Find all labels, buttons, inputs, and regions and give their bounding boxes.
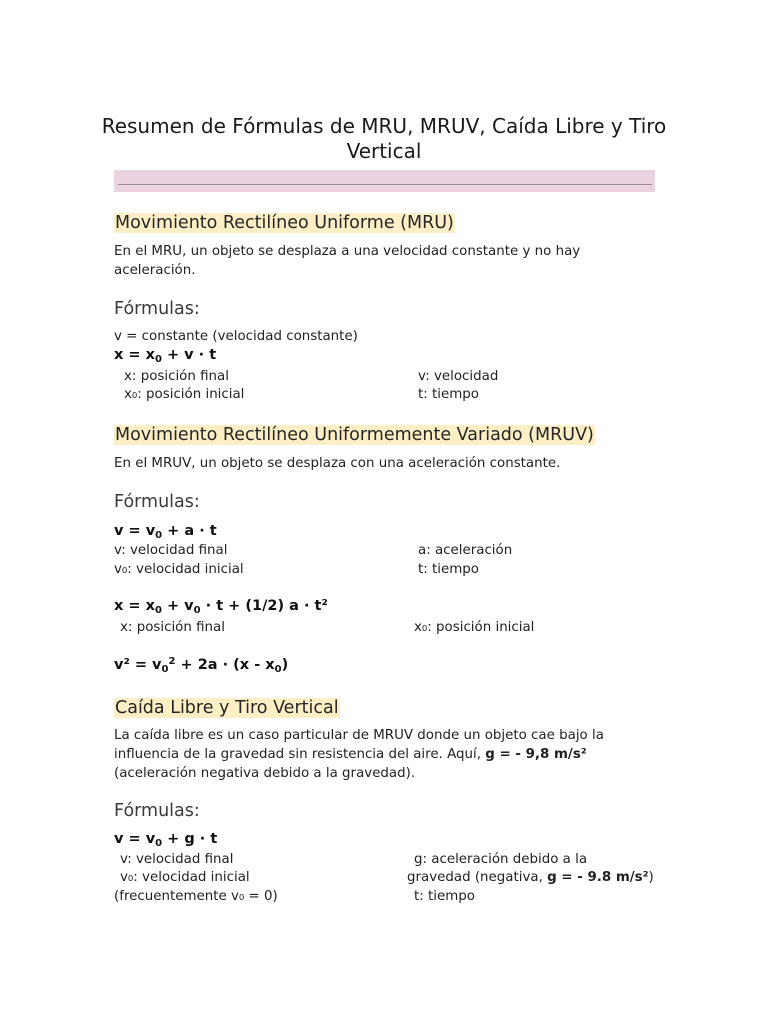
mru-heading: Movimiento Rectilíneo Uniforme (MRU) bbox=[115, 213, 454, 233]
mruv-var-a: a: aceleración bbox=[418, 543, 513, 558]
mruv-formulas-label: Fórmulas: bbox=[114, 492, 200, 512]
caida-var-t: t: tiempo bbox=[414, 889, 475, 904]
mru-var-x: x: posición final bbox=[124, 369, 229, 384]
title-underline-band bbox=[114, 170, 655, 192]
caida-intro: La caída libre es un caso particular de MRUV donde un objeto cae bajo la influencia de la gravedad sin resistencia del aire. Aquí, g = - 9,8 m/s² (aceleración negativa debido a la gravedad). bbox=[114, 728, 604, 781]
mruv-intro: En el MRUV, un objeto se desplaza con una aceleración constante. bbox=[114, 456, 561, 471]
mru-intro: En el MRU, un objeto se desplaza a una velocidad constante y no hay aceleración. bbox=[114, 244, 581, 278]
mruv-var-v0: v₀: velocidad inicial bbox=[114, 562, 244, 577]
caida-var-v0-note: (frecuentemente v₀ = 0) bbox=[114, 889, 278, 904]
mru-constant-line: v = constante (velocidad constante) bbox=[114, 329, 358, 344]
caida-var-g-line2: gravedad (negativa, g = - 9.8 m/s²) bbox=[407, 870, 654, 885]
title-divider bbox=[118, 184, 652, 185]
mru-var-t: t: tiempo bbox=[418, 387, 479, 402]
mru-formulas-label: Fórmulas: bbox=[114, 299, 200, 319]
mruv-formula-torricelli: $v^2 = v_0^2 + 2a \cdot (x - x_0)$ bbox=[114, 656, 289, 675]
mruv-var-t: t: tiempo bbox=[418, 562, 479, 577]
mru-formula-position: $x = x_0 + v \cdot t$ bbox=[114, 347, 217, 365]
caida-var-v0: v₀: velocidad inicial bbox=[120, 870, 250, 885]
mruv-var-x0: x₀: posición inicial bbox=[414, 620, 535, 635]
caida-var-g-line1: g: aceleración debido a la bbox=[414, 852, 588, 867]
caida-formulas-label: Fórmulas: bbox=[114, 801, 200, 821]
caida-var-v: v: velocidad final bbox=[120, 852, 234, 867]
mruv-formula-position: $x = x_0 + v_0 \cdot t + (1/2) a \cdot t^2$ bbox=[114, 598, 328, 616]
mruv-heading: Movimiento Rectilíneo Uniformemente Variado (MRUV) bbox=[115, 425, 594, 445]
caida-heading: Caída Libre y Tiro Vertical bbox=[115, 698, 339, 718]
document-title: Resumen de Fórmulas de MRU, MRUV, Caída Libre y Tiro Vertical bbox=[101, 114, 667, 163]
mruv-var-x: x: posición final bbox=[120, 620, 225, 635]
caida-formula-velocity: $v = v_0 + g \cdot t$ bbox=[114, 831, 218, 849]
mru-var-v: v: velocidad bbox=[418, 369, 499, 384]
mruv-var-v: v: velocidad final bbox=[114, 543, 228, 558]
mruv-formula-velocity: $v = v_0 + a \cdot t$ bbox=[114, 523, 217, 541]
mru-var-x0: x₀: posición inicial bbox=[124, 387, 245, 402]
